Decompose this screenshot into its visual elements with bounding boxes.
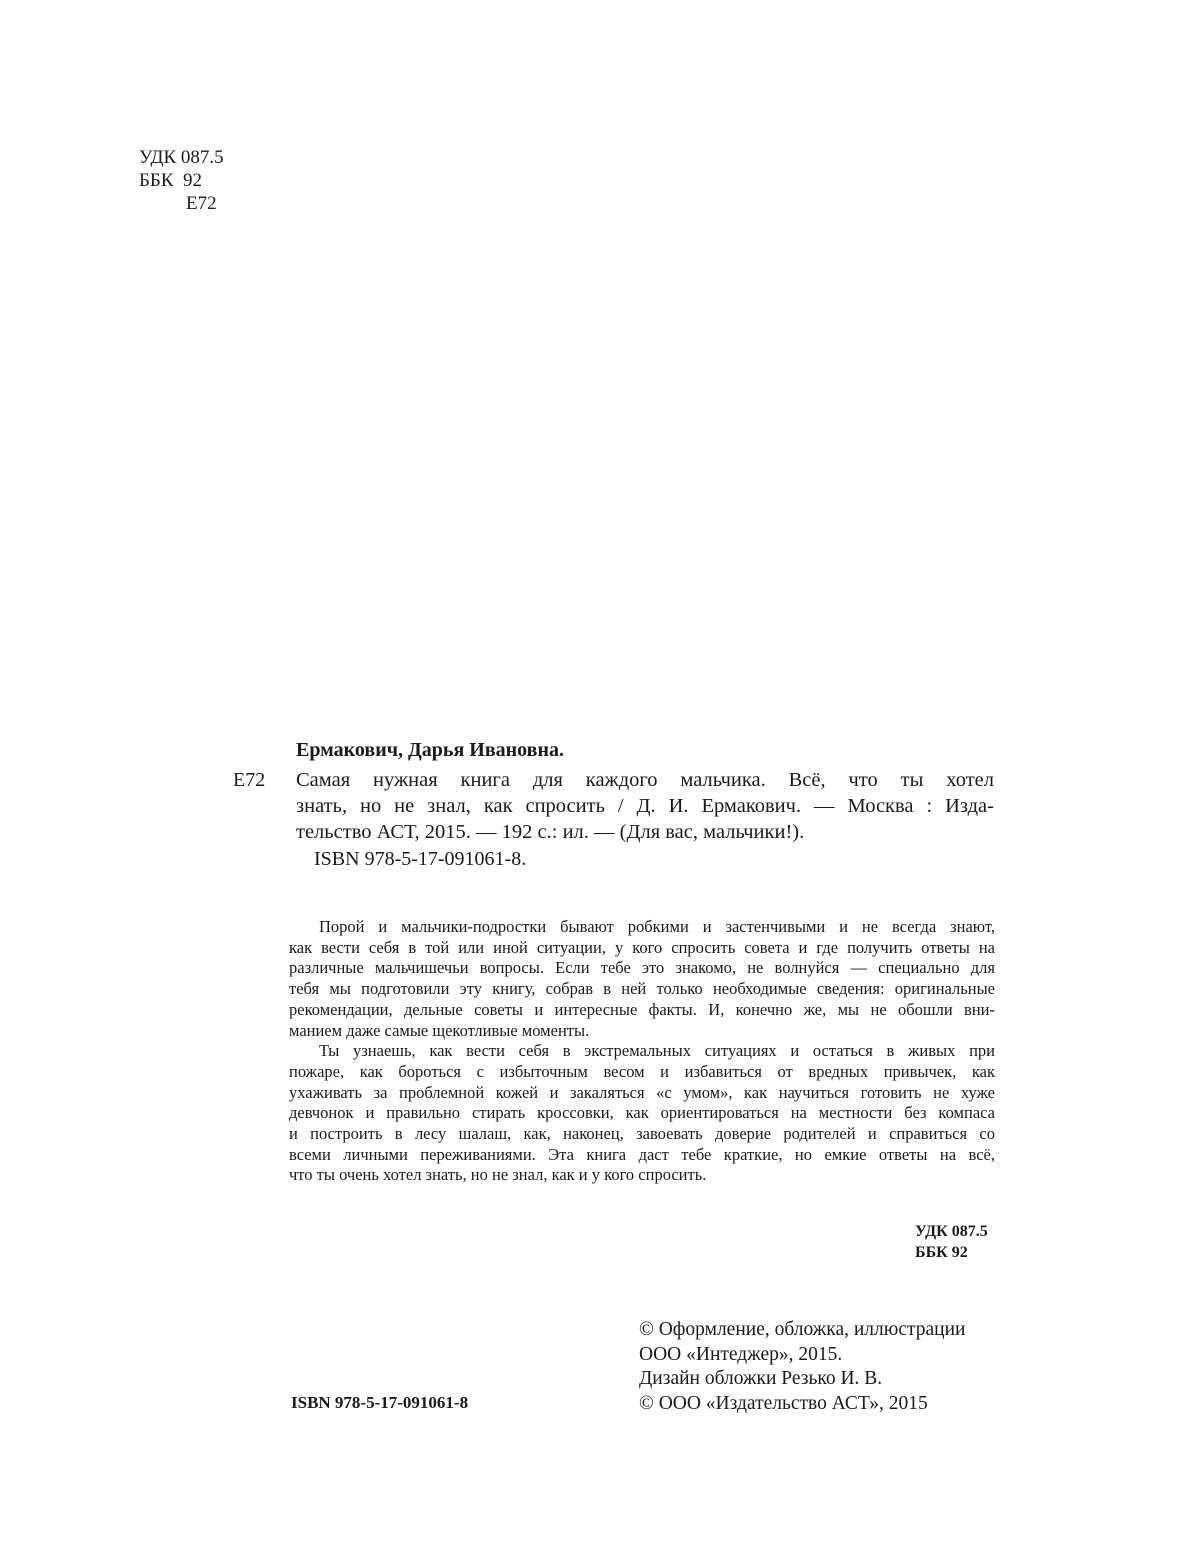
author-heading: Ермакович, Дарья Ивановна. <box>296 739 564 761</box>
annotation-line: ухаживать за проблемной кожей и закаляться «с умом», как научиться готовить не хуже <box>289 1082 995 1102</box>
copyright-line: © Оформление, обложка, иллюстрации <box>639 1319 966 1340</box>
udk-code-top: УДК 087.5 <box>139 147 224 168</box>
annotation-line: всеми личными переживаниями. Эта книга даст тебе краткие, но емкие ответы на всё, <box>289 1144 995 1164</box>
description-line: Самая нужная книга для каждого мальчика. Всё, что ты хотел <box>296 769 994 791</box>
bibliographic-description <box>296 767 994 845</box>
udk-code-bottom: УДК 087.5 <box>915 1223 988 1240</box>
author-sign-top: Е72 <box>186 193 217 214</box>
isbn-bottom: ISBN 978-5-17-091061-8 <box>291 1393 469 1412</box>
copyright-line: © ООО «Издательство АСТ», 2015 <box>639 1392 928 1414</box>
annotation-line: пожаре, как бороться с избыточным весом и избавиться от вредных привычек, как <box>289 1061 995 1081</box>
classification-bottom-block <box>915 1221 988 1263</box>
annotation-line: различные мальчишечьи вопросы. Если тебе это знакомо, не волнуйся — специально для <box>289 958 995 978</box>
annotation-line: и построить в лесу шалаш, как, наконец, завоевать доверие родителей и справиться со <box>289 1124 995 1144</box>
annotation-line: Порой и мальчики-подростки бывают робкими и застенчивыми и не всегда знают, <box>319 917 995 936</box>
copyright-block <box>639 1318 965 1416</box>
copyright-line: ООО «Интеджер», 2015. <box>639 1343 843 1365</box>
annotation-line: девчонок и правильно стирать кроссовки, как ориентироваться на местности без компаса <box>289 1103 995 1123</box>
annotation-paragraph <box>289 1041 995 1186</box>
classification-top-block <box>139 146 224 215</box>
description-line: тельство АСТ, 2015. — 192 с.: ил. — (Для вас, мальчики!). <box>296 821 805 843</box>
annotation-line: манием даже самые щекотливые моменты. <box>289 1020 590 1040</box>
annotation-line: тебя мы подготовили эту книгу, собрав в ней только необходимые сведения: оригинальные <box>289 979 995 999</box>
author-sign: Е72 <box>233 769 266 791</box>
description-line: знать, но не знал, как спросить / Д. И. Ермакович. — Москва : Изда- <box>296 795 994 817</box>
annotation <box>289 917 995 1186</box>
annotation-line: как вести себя в той или иной ситуации, у кого спросить совета и где получить ответы на <box>289 937 995 957</box>
annotation-line: рекомендации, дельные советы и интересные факты. И, конечно же, мы не обошли вни- <box>289 999 995 1019</box>
annotation-paragraph <box>289 917 995 1041</box>
annotation-line: Ты узнаешь, как вести себя в экстремальных ситуациях и остаться в живых при <box>319 1041 995 1061</box>
isbn-entry: ISBN 978-5-17-091061-8. <box>314 848 527 870</box>
annotation-line: что ты очень хотел знать, но не знал, как и у кого спросить. <box>289 1165 707 1185</box>
bbk-code-top: ББК 92 <box>139 170 202 191</box>
copyright-line: Дизайн обложки Резько И. В. <box>639 1368 883 1389</box>
bbk-code-bottom: ББК 92 <box>915 1244 968 1261</box>
